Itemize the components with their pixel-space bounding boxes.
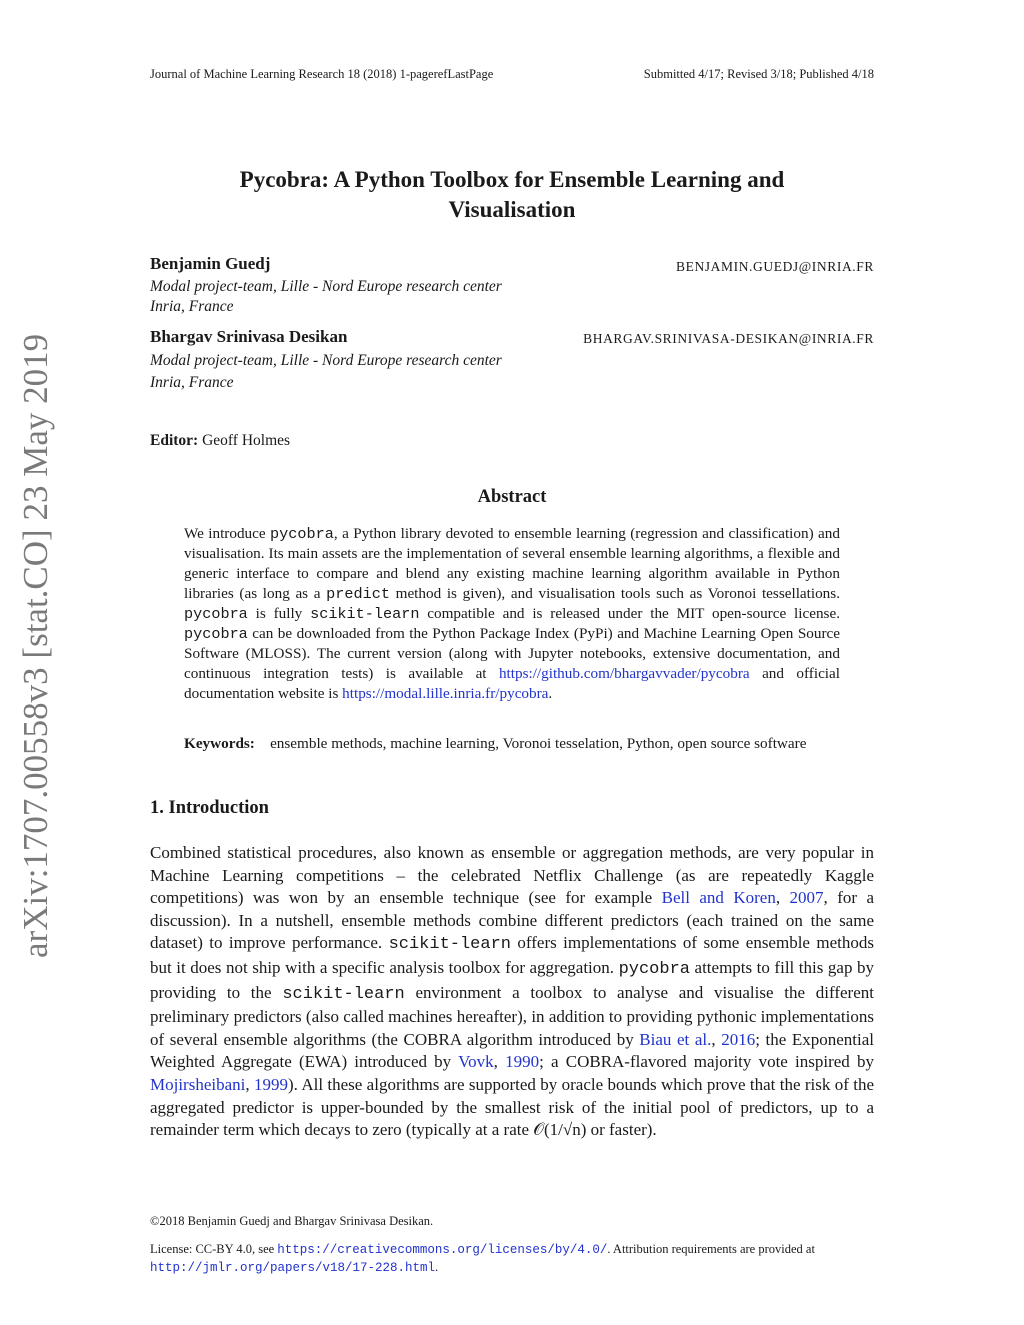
author-institution: Inria, France bbox=[150, 298, 234, 315]
license-link[interactable]: https://creativecommons.org/licenses/by/4.0/ bbox=[277, 1243, 608, 1257]
intro-text: attempts to fill this gap by providing to the bbox=[150, 957, 874, 1002]
abstract-text: , a Python library devoted to ensemble learning (regression and classification) and visualisation. Its main assets are the implementation of several ensemble learning algorithms, a flexible and generic interface to compare and blend any existing machine learning algorithm available in Python libraries (as long as a bbox=[184, 525, 840, 602]
author-email[interactable]: BENJAMIN.GUEDJ@INRIA.FR bbox=[676, 259, 874, 274]
abstract-body bbox=[184, 524, 840, 704]
abstract-heading: Abstract bbox=[477, 487, 547, 507]
intro-text: Combined statistical procedures, also known as ensemble or aggregation methods, are very popular in Machine Learning competitions – the celebrated Netflix Challenge (as are repeatedly Kaggle competitions) was won by an ensemble technique (see for example bbox=[150, 843, 874, 908]
footer bbox=[150, 1213, 874, 1277]
code-scikit-learn: scikit-learn bbox=[388, 935, 511, 955]
citation-biau[interactable]: Biau et al. bbox=[639, 1029, 712, 1049]
intro-text: , for a discussion). In a nutshell, ensemble methods combine different predictors (each trained on the same dataset) to improve performance. bbox=[150, 888, 875, 953]
citation-year[interactable]: 2007 bbox=[789, 888, 824, 908]
intro-text: ; the Exponential Weighted Aggregate (EWA) introduced by bbox=[150, 1029, 875, 1072]
code-scikit-learn: scikit-learn bbox=[282, 984, 405, 1004]
section-heading-introduction: 1. Introduction bbox=[150, 798, 269, 818]
abstract-text: compatible and is released under the MIT open-source license. bbox=[419, 605, 840, 622]
code-pycobra: pycobra bbox=[184, 625, 248, 643]
code-pycobra: pycobra bbox=[618, 959, 690, 979]
editor-label: Editor: bbox=[150, 432, 199, 449]
publication-dates: Submitted 4/17; Revised 3/18; Published 4/18 bbox=[643, 67, 874, 81]
math-rate: 𝒪(1/√n) bbox=[533, 1120, 587, 1140]
keywords bbox=[184, 734, 840, 754]
intro-text: offers implementations of some ensemble methods but it does not ship with a specific analysis toolbox for aggregation. bbox=[150, 933, 874, 977]
citation-bell-koren[interactable]: Bell and Koren bbox=[661, 888, 776, 908]
abstract-text: We introduce bbox=[184, 525, 271, 542]
code-pycobra: pycobra bbox=[270, 525, 334, 543]
keywords-label: Keywords: bbox=[184, 735, 255, 752]
code-pycobra: pycobra bbox=[184, 605, 248, 623]
abstract-text: and official documentation website is bbox=[184, 665, 840, 702]
license-text: . bbox=[435, 1260, 439, 1274]
intro-text: or faster). bbox=[586, 1120, 657, 1140]
abstract-text: . bbox=[548, 685, 553, 702]
intro-text: environment a toolbox to analyse and visualise the different preliminary predictors (also called machines hereafter), in addition to providing pythonic implementations of several ensemble algorithms (the COBRA algorithm introduced by bbox=[150, 982, 874, 1049]
paper-title bbox=[150, 165, 874, 225]
citation-year[interactable]: 1990 bbox=[505, 1052, 540, 1072]
author-affiliation: Modal project-team, Lille - Nord Europe research center bbox=[150, 352, 502, 369]
license-notice bbox=[150, 1241, 874, 1277]
author-affiliation: Modal project-team, Lille - Nord Europe research center bbox=[150, 278, 502, 295]
introduction-body: Combined statistical procedures, also known as ensemble or aggregation methods, are very popular in Machine Learning competitions – the celebrated Netflix Challenge (as are repeatedly Kaggle competitions) was won by an ensemble technique (see for example Bell and Koren, 2007, for a discussion). In a nutshell, ensemble methods combine different predictors (each trained on the same dataset) to improve performance. scikit-learn offers implementations of some ensemble methods but it does not ship with a specific analysis toolbox for aggregation. pycobra attempts to fill this gap by providing to the scikit-learn environment a toolbox to analyse and visualise the different preliminary predictors (also called machines hereafter), in addition to providing pythonic implementations of several ensemble algorithms (the COBRA algorithm introduced by Biau et al., 2016; the Exponential Weighted Aggregate (EWA) introduced by Vovk, 1990; a COBRA-flavored majority vote inspired by Mojirsheibani, 1999). All these algorithms are supported by oracle bounds which prove that the risk of the aggregated predictor is upper-bounded by the smallest risk of the initial pool of predictors, up to a remainder term which decays to zero (typically at a rate 𝒪(1/√n) or faster). bbox=[150, 843, 875, 1140]
title-line-1: Pycobra: A Python Toolbox for Ensemble Learning and bbox=[239, 167, 785, 192]
copyright-notice: ©2018 Benjamin Guedj and Bhargav Srinivasa Desikan. bbox=[150, 1214, 434, 1228]
author-email[interactable]: BHARGAV.SRINIVASA-DESIKAN@INRIA.FR bbox=[583, 331, 874, 346]
author-name: Benjamin Guedj bbox=[150, 254, 271, 273]
editor-name: Geoff Holmes bbox=[202, 432, 291, 449]
intro-text: ; a COBRA-flavored majority vote inspired by bbox=[539, 1052, 874, 1072]
citation-mojirsheibani[interactable]: Mojirsheibani bbox=[150, 1074, 246, 1094]
code-predict: predict bbox=[326, 585, 390, 603]
license-text: License: CC-BY 4.0, see bbox=[150, 1242, 278, 1256]
citation-year[interactable]: 2016 bbox=[721, 1029, 756, 1049]
citation-vovk[interactable]: Vovk bbox=[458, 1052, 494, 1072]
attribution-link[interactable]: http://jmlr.org/papers/v18/17-228.html bbox=[150, 1261, 436, 1275]
github-link[interactable]: https://github.com/bhargavvader/pycobra bbox=[498, 665, 750, 682]
running-header bbox=[150, 67, 874, 82]
abstract-text: can be downloaded from the Python Package Index (PyPi) and Machine Learning Open Source Software (MLOSS). The current version (along with Jupyter notebooks, extensive documentation, and continuous integration tests) is available at bbox=[184, 625, 840, 682]
abstract-text: is fully bbox=[247, 605, 311, 622]
keywords-text: ensemble methods, machine learning, Voronoi tesselation, Python, open source software bbox=[270, 735, 807, 752]
editor-line bbox=[150, 432, 290, 450]
author-name: Bhargav Srinivasa Desikan bbox=[150, 327, 348, 346]
citation-year[interactable]: 1999 bbox=[254, 1074, 288, 1094]
title-line-2: Visualisation bbox=[448, 197, 576, 222]
abstract-text: method is given), and visualisation tools such as Voronoi tessellations. bbox=[389, 585, 840, 602]
journal-info: Journal of Machine Learning Research 18 (2018) 1-pagerefLastPage bbox=[150, 67, 494, 81]
arxiv-stamp: arXiv:1707.00558v3 [stat.CO] 23 May 2019 bbox=[16, 333, 55, 958]
license-text: . Attribution requirements are provided at bbox=[607, 1242, 815, 1256]
intro-text: ). All these algorithms are supported by oracle bounds which prove that the risk of the aggregated predictor is upper-bounded by the smallest risk of the initial pool of predictors, up to a remainder term which decays to zero (typically at a rate bbox=[150, 1074, 875, 1140]
author-institution: Inria, France bbox=[150, 374, 234, 391]
docs-link[interactable]: https://modal.lille.inria.fr/pycobra bbox=[342, 685, 549, 702]
code-scikit-learn: scikit-learn bbox=[310, 605, 420, 623]
